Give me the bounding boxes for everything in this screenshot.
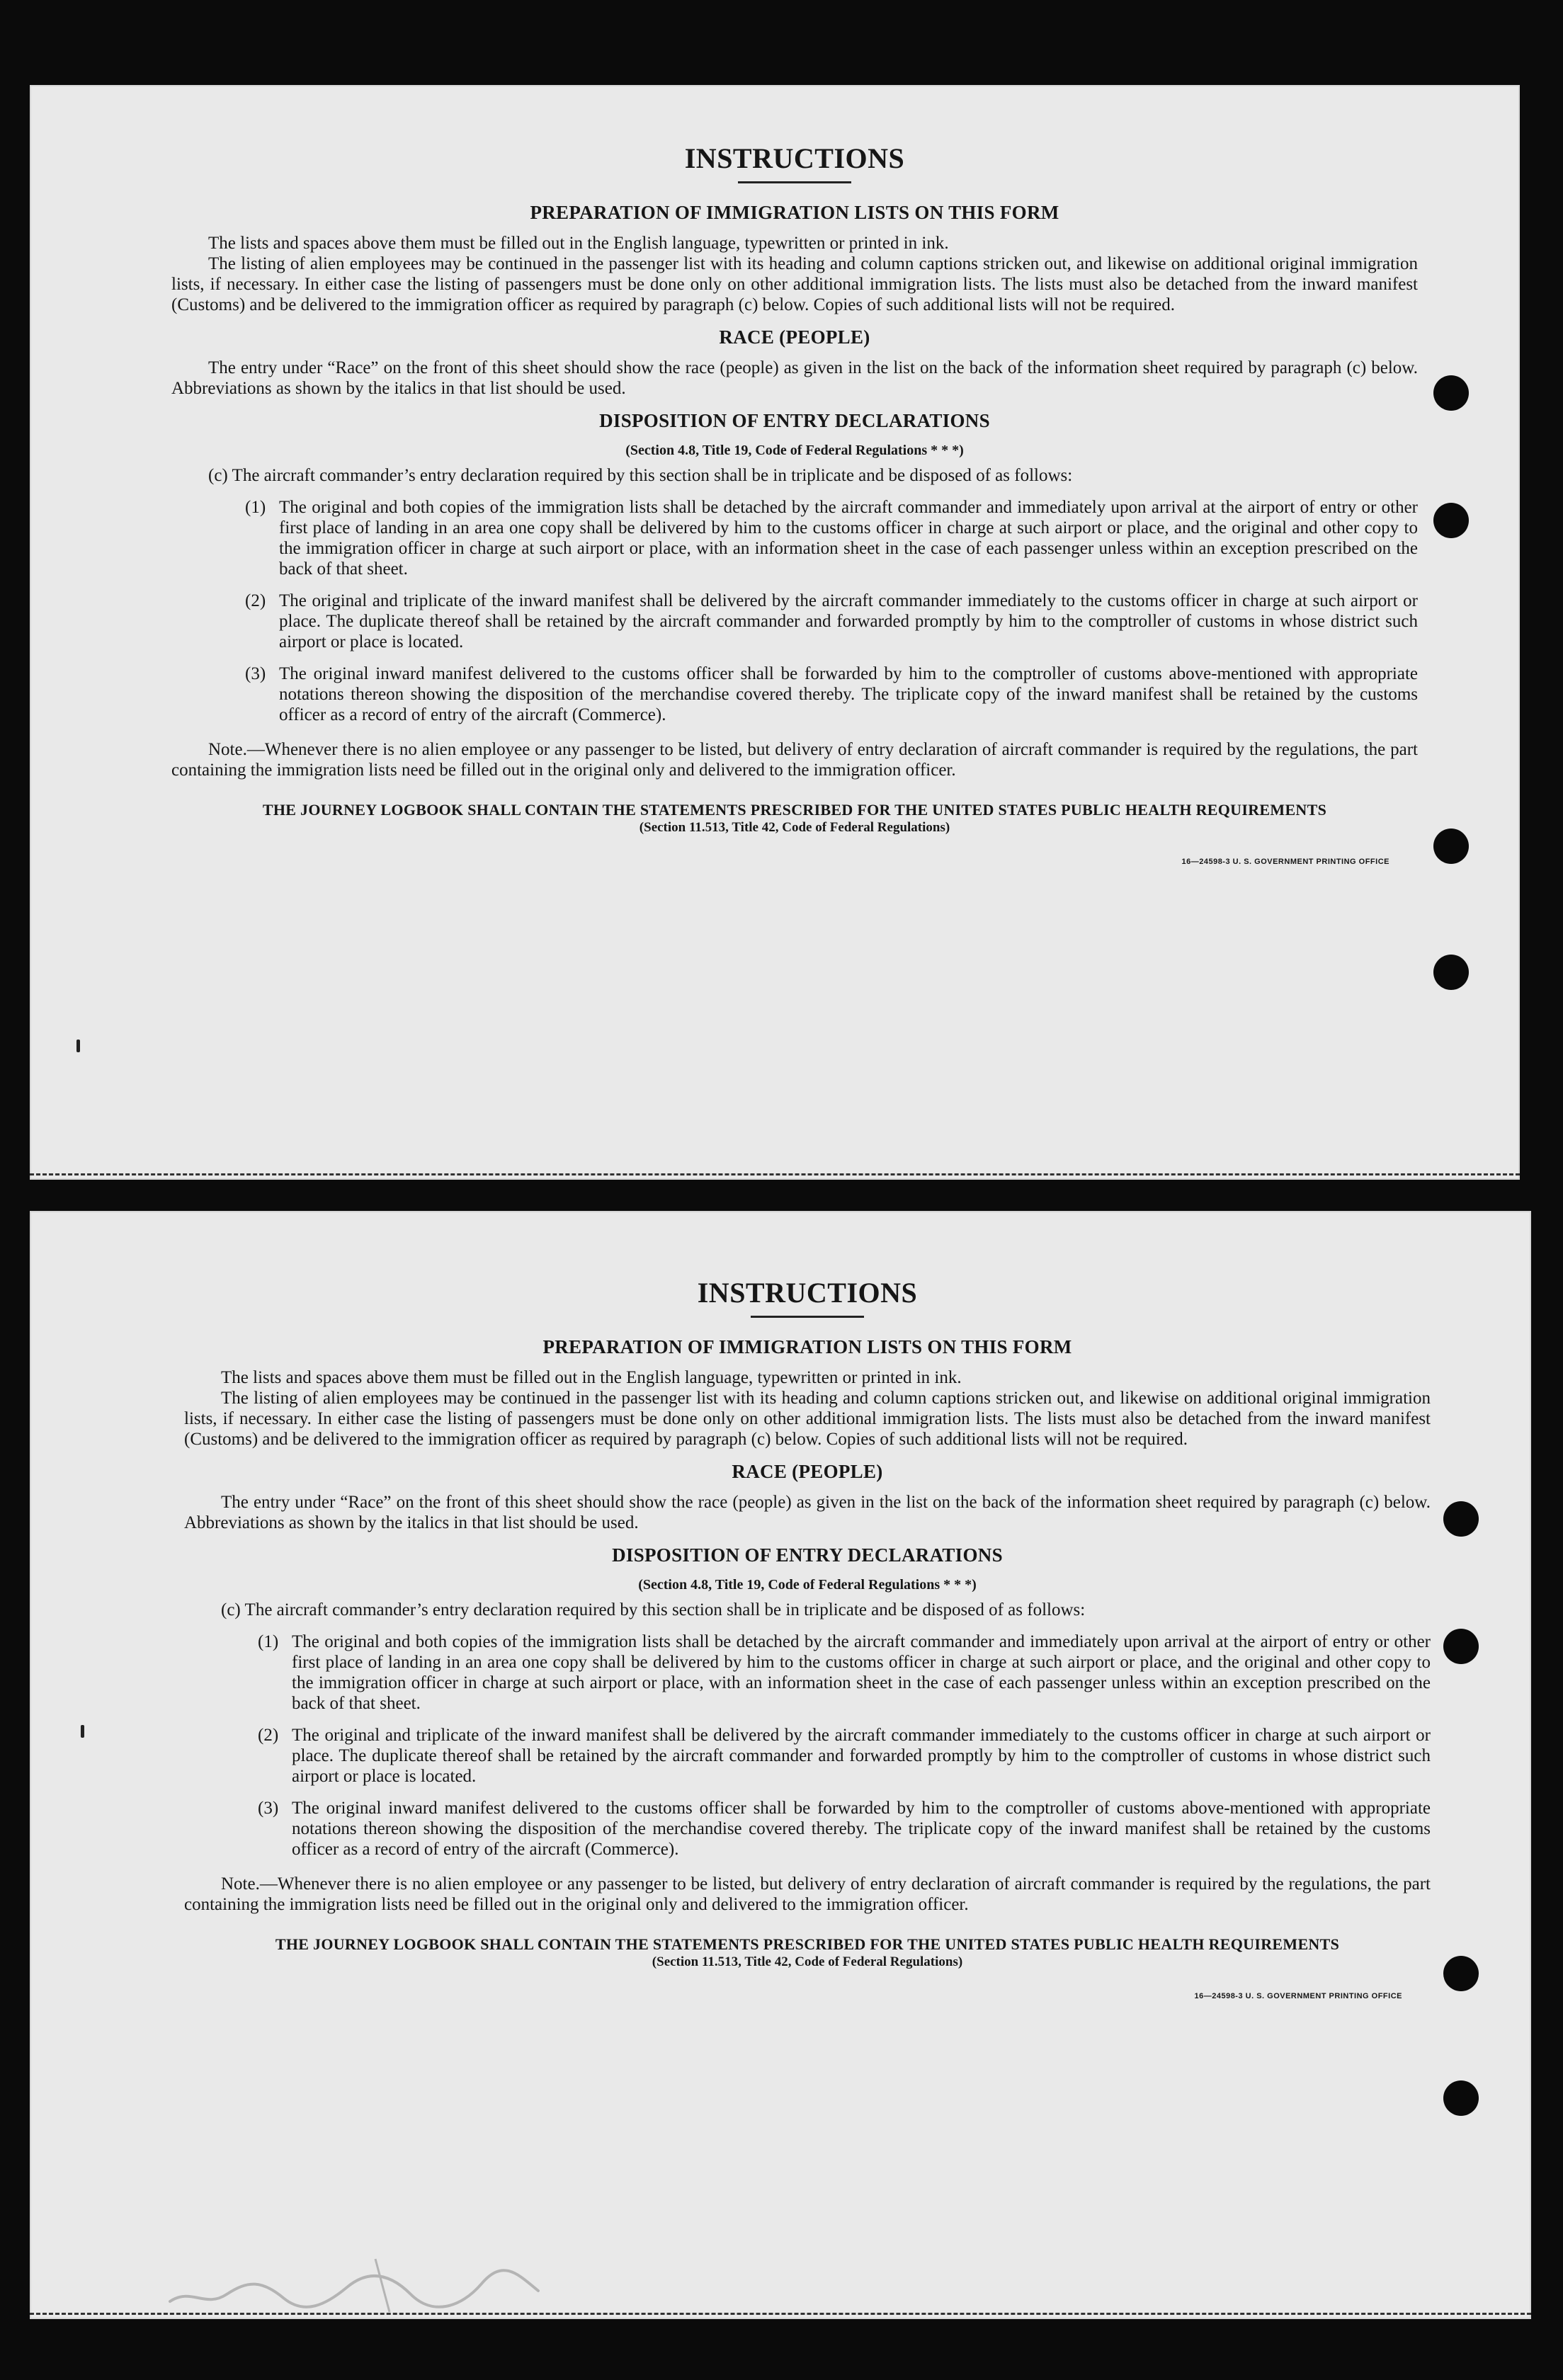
item-number: (2) [245,591,266,610]
disposition-intro: (c) The aircraft commander’s entry declaration required by this section shall be in triplicate and be disposed of as follows: [221,1600,1086,1619]
stray-mark [81,1725,84,1738]
race-paragraph: The entry under “Race” on the front of this sheet should show the race (people) as given in the list on the back of the information sheet required by paragraph (c) below. Abbreviations as shown by the italics in that list should be used. [171,358,1418,398]
item-text: The original and both copies of the immigration lists shall be detached by the aircraft commander and immediately upon arrival at the airport of entry or other first place of landing in an area one copy shall be delivered by him to the customs officer in charge at such airport or place, and the original and other copy to the immigration officer in charge at such airport or place, with an information sheet in the case of each passenger unless within an exception prescribed on the back of that sheet. [292,1632,1431,1713]
list-item [245,664,1418,725]
prep-heading: PREPARATION OF IMMIGRATION LISTS ON THIS FORM [542,1336,1072,1357]
disposition-intro: (c) The aircraft commander’s entry declaration required by this section shall be in triplicate and be disposed of as follows: [208,466,1073,485]
item-text: The original and triplicate of the inward manifest shall be delivered by the aircraft commander immediately to the customs officer in charge at such airport or place. The duplicate thereof shall be retained by the aircraft commander and forwarded promptly by him to the comptroller of customs in whose district such airport or place is located. [279,591,1418,651]
sheet-content [184,1276,1431,2000]
prep-paragraph-2: The listing of alien employees may be continued in the passenger list with its heading and column captions stricken out, and likewise on additional original immigration lists, if necessary. In either case the listing of passengers must be done only on other additional immigration lists. The lists must also be detached from the inward manifest (Customs) and be delivered to the immigration officer as required by paragraph (c) below. Copies of such additional lists will not be required. [184,1389,1431,1449]
prep-heading: PREPARATION OF IMMIGRATION LISTS ON THIS FORM [530,202,1059,223]
closing-statement: THE JOURNEY LOGBOOK SHALL CONTAIN THE STATEMENTS PRESCRIBED FOR THE UNITED STATES PUBLIC HEALTH REQUIREMENTS [275,1935,1340,1953]
disposition-heading: DISPOSITION OF ENTRY DECLARATIONS [599,410,990,431]
punch-hole [1433,503,1469,538]
race-heading: RACE (PEOPLE) [732,1461,883,1482]
perforation-line [30,1173,1520,1175]
prep-paragraph-1: The lists and spaces above them must be filled out in the English language, typewritten or printed in ink. [221,1368,962,1387]
prep-paragraph-1: The lists and spaces above them must be filled out in the English language, typewritten or printed in ink. [208,234,949,253]
race-heading: RACE (PEOPLE) [719,326,870,348]
item-text: The original inward manifest delivered to the customs officer shall be forwarded by him to the comptroller of customs above-mentioned with appropriate notations thereon showing the disposition of the merchandise covered thereby. The triplicate copy of the inward manifest shall be retained by the customs officer as a record of entry of the aircraft (Commerce). [279,664,1418,724]
list-item [258,1798,1431,1860]
list-item [258,1632,1431,1714]
item-number: (3) [258,1799,279,1818]
title-rule [738,181,851,183]
title-rule [751,1316,864,1318]
item-text: The original and both copies of the immigration lists shall be detached by the aircraft commander and immediately upon arrival at the airport of entry or other first place of landing in an area one copy shall be delivered by him to the customs officer in charge at such airport or place, and the original and other copy to the immigration officer in charge at such airport or place, with an information sheet in the case of each passenger unless within an exception prescribed on the back of that sheet. [279,498,1418,579]
punch-hole [1433,955,1469,990]
printer-imprint: 16—24598-3 U. S. GOVERNMENT PRINTING OFFICE [1181,858,1389,866]
punch-hole [1433,829,1469,864]
list-item [258,1725,1431,1787]
list-item [245,497,1418,579]
disposition-citation: (Section 4.8, Title 19, Code of Federal Regulations * * *) [638,1577,977,1593]
closing-statement: THE JOURNEY LOGBOOK SHALL CONTAIN THE STATEMENTS PRESCRIBED FOR THE UNITED STATES PUBLIC HEALTH REQUIREMENTS [262,801,1327,819]
punch-hole [1443,1956,1479,1991]
disposition-citation: (Section 4.8, Title 19, Code of Federal Regulations * * *) [625,443,964,458]
printer-imprint: 16—24598-3 U. S. GOVERNMENT PRINTING OFFICE [1194,1992,1402,2000]
item-number: (1) [245,498,266,517]
instruction-sheet-top [30,85,1520,1180]
sheet-title: INSTRUCTIONS [684,142,905,174]
note-paragraph: Note.—Whenever there is no alien employee or any passenger to be listed, but delivery of entry declaration of aircraft commander is required by the regulations, the part containing the immigration lists need be filled out in the original only and delivered to the immigration officer. [184,1874,1431,1914]
item-text: The original and triplicate of the inward manifest shall be delivered by the aircraft commander immediately to the customs officer in charge at such airport or place. The duplicate thereof shall be retained by the aircraft commander and forwarded promptly by him to the comptroller of customs in whose district such airport or place is located. [292,1726,1431,1786]
faint-signature-image [163,2245,545,2323]
sheet-content [171,142,1418,866]
stray-mark [76,1040,80,1052]
list-item [245,591,1418,652]
punch-hole [1443,2080,1479,2116]
punch-hole [1443,1501,1479,1537]
instruction-sheet-bottom [30,1211,1531,2319]
punch-hole [1443,1629,1479,1664]
item-number: (1) [258,1632,279,1651]
prep-paragraph-2: The listing of alien employees may be continued in the passenger list with its heading and column captions stricken out, and likewise on additional original immigration lists, if necessary. In either case the listing of passengers must be done only on other additional immigration lists. The lists must also be detached from the inward manifest (Customs) and be delivered to the immigration officer as required by paragraph (c) below. Copies of such additional lists will not be required. [171,254,1418,314]
race-paragraph: The entry under “Race” on the front of this sheet should show the race (people) as given in the list on the back of the information sheet required by paragraph (c) below. Abbreviations as shown by the italics in that list should be used. [184,1493,1431,1532]
item-number: (3) [245,664,266,683]
item-text: The original inward manifest delivered to the customs officer shall be forwarded by him to the comptroller of customs above-mentioned with appropriate notations thereon showing the disposition of the merchandise covered thereby. The triplicate copy of the inward manifest shall be retained by the customs officer as a record of entry of the aircraft (Commerce). [292,1799,1431,1859]
closing-citation: (Section 11.513, Title 42, Code of Federal Regulations) [652,1954,963,1969]
disposition-heading: DISPOSITION OF ENTRY DECLARATIONS [612,1544,1003,1566]
item-number: (2) [258,1726,279,1745]
punch-hole [1433,375,1469,411]
sheet-title: INSTRUCTIONS [697,1277,918,1309]
closing-citation: (Section 11.513, Title 42, Code of Federal Regulations) [639,820,950,835]
note-paragraph: Note.—Whenever there is no alien employee or any passenger to be listed, but delivery of entry declaration of aircraft commander is required by the regulations, the part containing the immigration lists need be filled out in the original only and delivered to the immigration officer. [171,740,1418,780]
